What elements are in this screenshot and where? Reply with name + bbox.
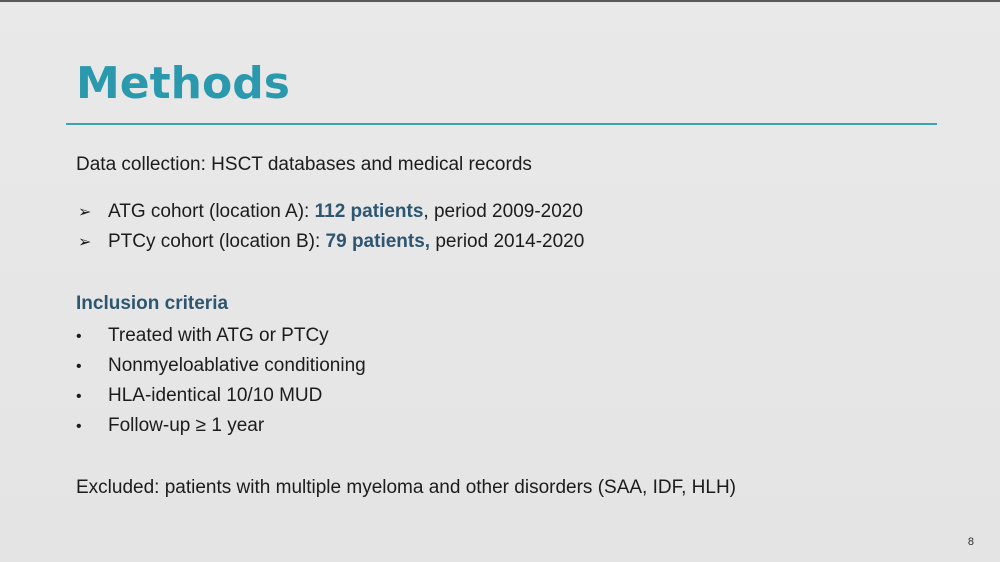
inclusion-item xyxy=(76,386,322,405)
inclusion-item xyxy=(76,416,264,435)
cohort-patient-count: 112 patients xyxy=(314,201,424,222)
inclusion-criteria-heading: Inclusion criteria xyxy=(76,293,229,314)
arrow-bullet-icon: ➢ xyxy=(78,204,92,221)
cohort-prefix: PTCy cohort (location B): xyxy=(108,231,326,252)
data-collection-text: Data collection: HSCT databases and medical records xyxy=(76,154,532,175)
title-underline xyxy=(66,123,937,125)
cohort-item-atg xyxy=(78,202,583,221)
bullet-dot-icon: • xyxy=(76,418,82,435)
inclusion-item-text: Nonmyeloablative conditioning xyxy=(108,355,366,376)
inclusion-item-text: Follow-up ≥ 1 year xyxy=(108,415,265,436)
cohort-period: period 2014-2020 xyxy=(430,231,585,252)
inclusion-item-text: HLA-identical 10/10 MUD xyxy=(108,385,323,406)
slide-title: Methods xyxy=(76,58,290,109)
inclusion-item xyxy=(76,356,366,375)
bullet-dot-icon: • xyxy=(76,358,82,375)
bullet-dot-icon: • xyxy=(76,328,82,345)
page-number: 8 xyxy=(967,536,974,548)
cohort-item-ptcy xyxy=(78,232,584,251)
top-border xyxy=(0,0,1000,2)
cohort-period: , period 2009-2020 xyxy=(423,201,583,222)
bullet-dot-icon: • xyxy=(76,388,82,405)
cohort-prefix: ATG cohort (location A): xyxy=(108,201,315,222)
arrow-bullet-icon: ➢ xyxy=(78,234,92,251)
cohort-patient-count: 79 patients, xyxy=(325,231,431,252)
inclusion-item xyxy=(76,326,329,345)
inclusion-item-text: Treated with ATG or PTCy xyxy=(108,325,329,346)
excluded-text: Excluded: patients with multiple myeloma and other disorders (SAA, IDF, HLH) xyxy=(76,477,736,498)
